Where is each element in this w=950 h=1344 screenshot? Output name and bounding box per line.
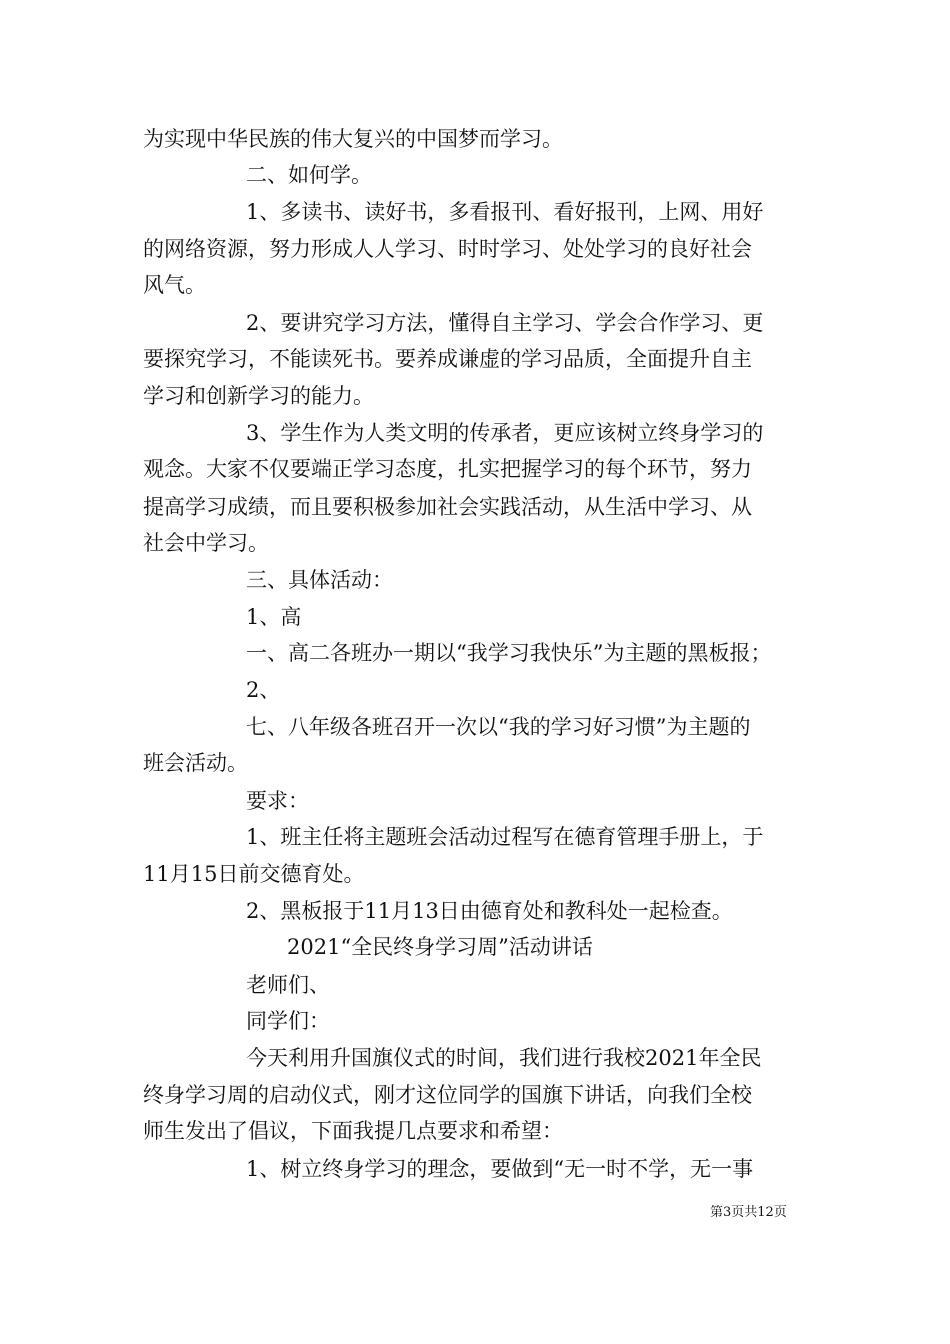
text-line: 七、八年级各班召开一次以“我的学习好习惯”为主题的 xyxy=(246,715,751,739)
text-line: 同学们： xyxy=(246,1009,330,1033)
text-line: 2、 xyxy=(246,678,281,702)
text-line: 1、多读书、读好书，多看报刊、看好报刊，上网、用好 xyxy=(246,200,764,224)
section-heading: 三、具体活动： xyxy=(246,568,393,592)
text-line: 3、学生作为人类文明的传承者，更应该树立终身学习的 xyxy=(246,421,764,445)
text-line: 观念。大家不仅要端正学习态度，扎实把握学习的每个环节，努力 xyxy=(143,457,752,481)
text-line: 风气。 xyxy=(143,273,206,297)
page-number: 第3页共12页 xyxy=(710,1205,787,1220)
text-line: 为实现中华民族的伟大复兴的中国梦而学习。 xyxy=(143,127,563,151)
text-line: 1、班主任将主题班会活动过程写在德育管理手册上，于 xyxy=(246,825,764,849)
text-line: 师生发出了倡议，下面我提几点要求和希望： xyxy=(143,1119,563,1143)
text-line: 社会中学习。 xyxy=(143,531,269,555)
document-title: 2021“全民终身学习周”活动讲话 xyxy=(287,935,593,959)
text-line: 一、高二各班办一期以“我学习我快乐”为主题的黑板报； xyxy=(246,641,772,665)
text-line: 1、高 xyxy=(246,605,302,629)
text-line: 11月15日前交德育处。 xyxy=(143,862,365,886)
section-heading: 二、如何学。 xyxy=(246,163,372,187)
text-line: 提高学习成绩，而且要积极参加社会实践活动，从生活中学习、从 xyxy=(143,495,752,519)
text-line: 2、要讲究学习方法，懂得自主学习、学会合作学习、更 xyxy=(246,311,764,335)
text-line: 要求： xyxy=(246,789,309,813)
text-line: 的网络资源，努力形成人人学习、时时学习、处处学习的良好社会 xyxy=(143,237,752,261)
text-line: 2、黑板报于11月13日由德育处和教科处一起检查。 xyxy=(246,899,733,923)
text-line: 班会活动。 xyxy=(143,751,248,775)
text-line: 1、树立终身学习的理念，要做到“无一时不学，无一事 xyxy=(246,1157,754,1181)
text-line: 要探究学习，不能读死书。要养成谦虚的学习品质，全面提升自主 xyxy=(143,347,752,371)
text-line: 终身学习周的启动仪式，刚才这位同学的国旗下讲话，向我们全校 xyxy=(143,1083,752,1107)
text-line: 今天利用升国旗仪式的时间，我们进行我校2021年全民 xyxy=(246,1046,762,1070)
text-line: 学习和创新学习的能力。 xyxy=(143,384,374,408)
text-line: 老师们、 xyxy=(246,973,330,997)
